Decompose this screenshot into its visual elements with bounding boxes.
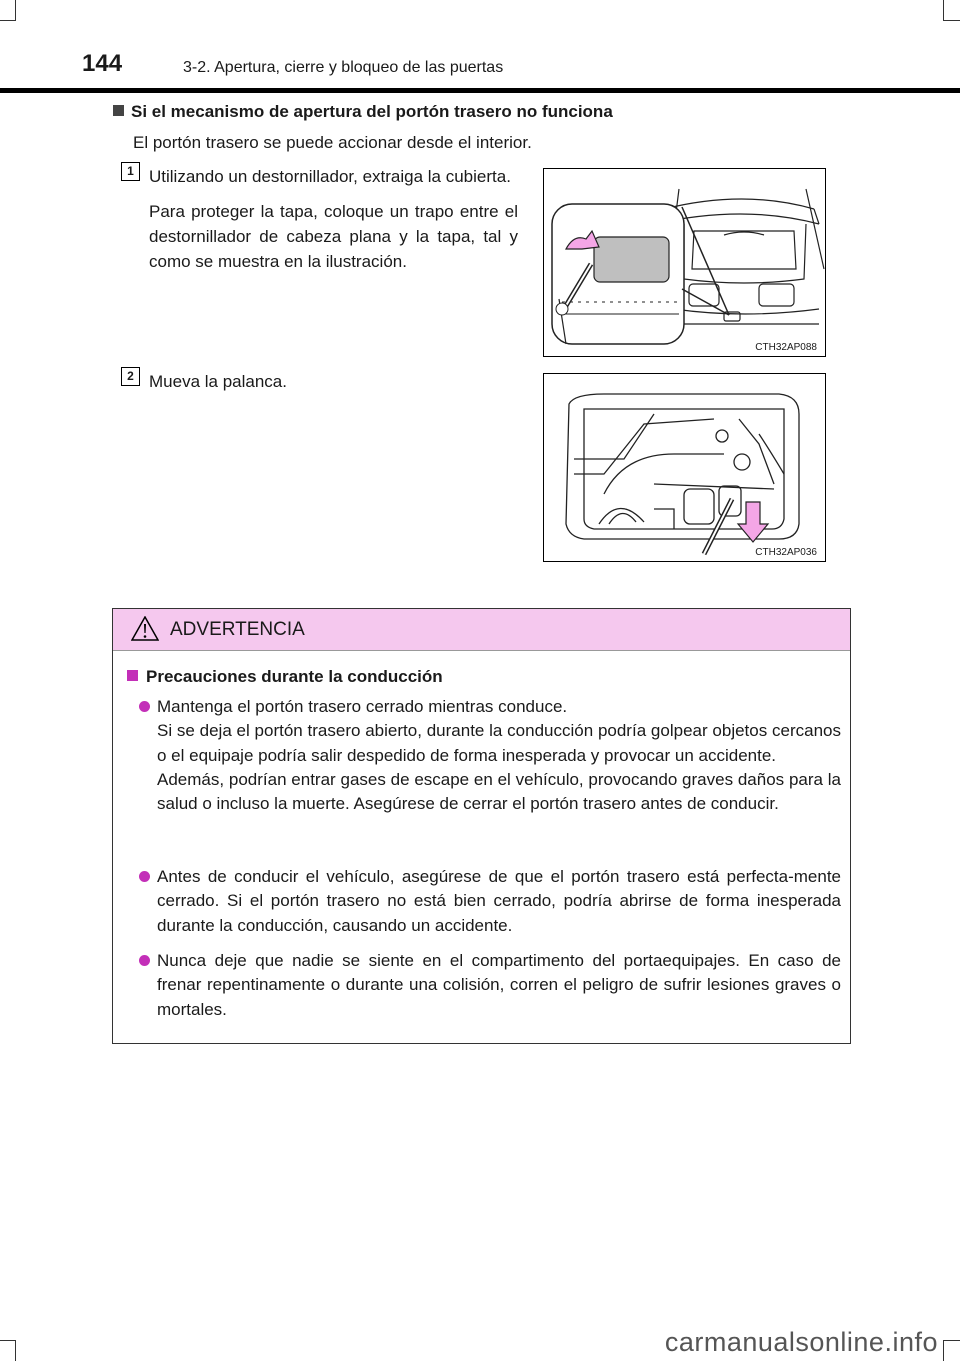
- section-title: [113, 102, 613, 122]
- bullet-dot-icon: [139, 871, 150, 882]
- step-1-text: [149, 164, 518, 284]
- bullet-dot-icon: [139, 701, 150, 712]
- warning-bullet-1: [139, 695, 841, 816]
- figure-move-lever: [543, 373, 826, 562]
- chapter-title: 3-2. Apertura, cierre y bloqueo de las puertas: [183, 59, 504, 76]
- warning-bullet-2: [139, 865, 841, 938]
- tailgate-illustration: [544, 169, 825, 356]
- warning-bullet-3: [139, 949, 841, 1022]
- square-bullet-icon: [113, 105, 124, 116]
- warning-bullet-1-line-3: Además, podrían entrar gases de escape en el vehículo, provocando graves daños para la salud o incluso la muerte. Asegúrese de cerrar el portón trasero antes de conducir.: [157, 769, 841, 814]
- warning-triangle-icon: [131, 616, 159, 641]
- step-1-paragraph-2: Para proteger la tapa, coloque un trapo entre el destornillador de cabeza plana y la tapa, tal y como se muestra en la ilustración.: [149, 202, 518, 271]
- warning-header: [113, 609, 850, 651]
- warning-bullet-1-line-1: Mantenga el portón trasero cerrado mientras conduce.: [157, 697, 568, 716]
- square-bullet-icon: [127, 670, 138, 681]
- crop-mark: [943, 1340, 944, 1361]
- step-number-2: 2: [121, 367, 140, 386]
- warning-bullet-1-line-2: Si se deja el portón trasero abierto, durante la conducción podría golpear objetos cercanos o el equipaje podría salir despedido de forma inesperada y provocar un accidente.: [157, 721, 841, 765]
- warning-title: ADVERTENCIA: [170, 619, 305, 640]
- warning-bullet-2-line-1: Antes de conducir el vehículo, asegúrese de que el portón trasero está perfecta-mente cerrado. Si el portón trasero no está bien cerrado, podría abrirse de forma inesperada durante la conducción, causando un accidente.: [157, 867, 841, 935]
- crop-mark: [15, 0, 16, 20]
- crop-mark: [943, 20, 960, 21]
- header-rule: [0, 88, 960, 93]
- crop-mark: [943, 1340, 960, 1341]
- lever-illustration: [544, 374, 825, 561]
- step-2-paragraph-1: Mueva la palanca.: [149, 372, 287, 391]
- step-2-text: [149, 369, 518, 404]
- figure-remove-cover: [543, 168, 826, 357]
- figure-code: CTH32AP088: [755, 342, 817, 353]
- warning-box: [112, 608, 851, 1044]
- crop-mark: [0, 1340, 16, 1341]
- warning-subtitle: [127, 667, 443, 687]
- crop-mark: [943, 0, 944, 20]
- step-number-1: 1: [121, 162, 140, 181]
- watermark: carmanualsonline.info: [664, 1327, 938, 1357]
- section-title-text: Si el mecanismo de apertura del portón trasero no funciona: [131, 102, 613, 121]
- page-number: 144: [82, 50, 123, 77]
- bullet-dot-icon: [139, 955, 150, 966]
- section-intro: El portón trasero se puede accionar desde el interior.: [133, 133, 532, 152]
- warning-subtitle-text: Precauciones durante la conducción: [146, 667, 443, 686]
- crop-mark: [15, 1340, 16, 1361]
- warning-bullet-3-line-1: Nunca deje que nadie se siente en el compartimento del portaequipajes. En caso de frenar repentinamente o durante una colisión, corren el peligro de sufrir lesiones graves o mortales.: [157, 951, 841, 1019]
- step-1-paragraph-1: Utilizando un destornillador, extraiga la cubierta.: [149, 167, 511, 186]
- crop-mark: [0, 20, 16, 21]
- figure-code: CTH32AP036: [755, 547, 817, 558]
